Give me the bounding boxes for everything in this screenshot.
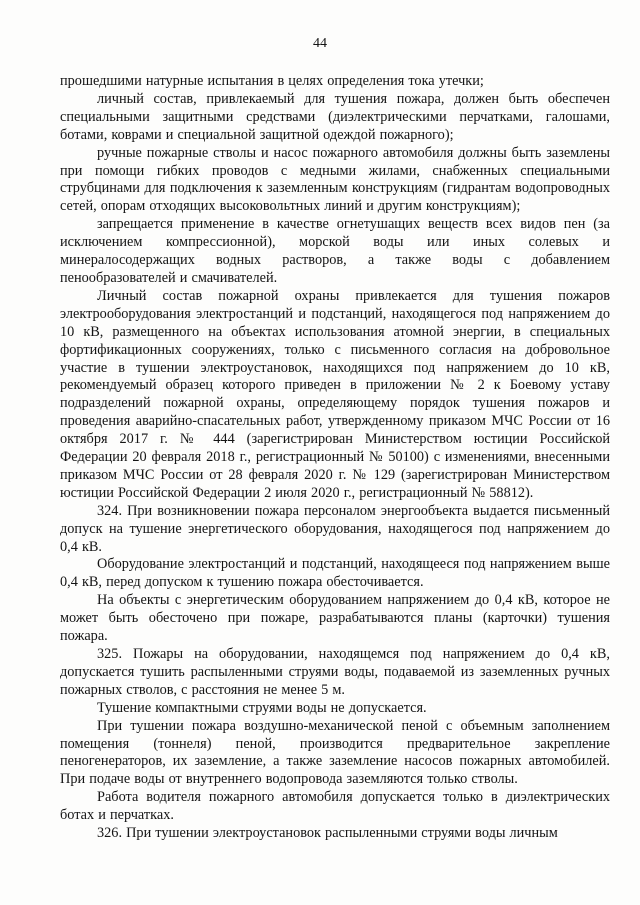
paragraph-leak-current-tests: прошедшими натурные испытания в целях определения тока утечки;: [60, 73, 484, 89]
paragraph-firefighting-plans: На объекты с энергетическим оборудованием напряжением до 0,4 кВ, которое не может быть обесточено при пожаре, разрабатываются планы (карточки) тушения пожара.: [60, 592, 610, 645]
paragraph-326-start: 326. При тушении электроустановок распыленными струями воды личным: [97, 825, 558, 842]
paragraph-compact-jets-prohibited: Тушение компактными струями воды не допускается.: [97, 699, 427, 716]
document-body: [60, 73, 610, 843]
page-number: 44: [313, 36, 327, 51]
paragraph-foam-extinguishing: При тушении пожара воздушно-механической пеной с объемным заполнением помещения (тоннеля) пеной, производится предварительное закрепление пеногенераторов, их заземление, а также заземление насосов пожарных автомобилей. При подаче воды от внутреннего водопровода заземляются только стволы.: [60, 717, 610, 788]
paragraph-grounding-nozzles: ручные пожарные стволы и насос пожарного автомобиля должны быть заземлены при помощи гибких проводов с медными жилами, снабженных специальными струбцинами для подключения к заземленным конструкциям (гидрантам водопроводных сетей, опорам отходящих высоковольтных линий и другим конструкциям);: [60, 144, 610, 215]
paragraph-deenergize: Оборудование электростанций и подстанций, находящееся под напряжением выше 0,4 кВ, перед допуском к тушению пожара обесточивается.: [60, 556, 610, 591]
paragraph-324-written-permit: 324. При возникновении пожара персоналом энергообъекта выдается письменный допуск на тушение энергетического оборудования, находящегося под напряжением до 0,4 кВ.: [60, 502, 610, 555]
paragraph-driver-work: Работа водителя пожарного автомобиля допускается только в диэлектрических ботах и перчатках.: [60, 789, 610, 824]
paragraph-protective-equipment: личный состав, привлекаемый для тушения пожара, должен быть обеспечен специальными защитными средствами (диэлектрическими перчатками, галошами, ботами, коврами и специальной защитной одеждой пожарного);: [60, 90, 610, 143]
paragraph-personnel-consent: Личный состав пожарной охраны привлекается для тушения пожаров электрооборудования электростанций и подстанций, находящегося под напряжением до 10 кВ, размещенного на объектах использования атомной энергии, в специальных фортификационных сооружениях, только с письменного согласия на добровольное участие в тушении электроустановок, находящихся под напряжением до 10 кВ, рекомендуемый образец которого приведен в приложении № 2 к Боевому уставу подразделений пожарной охраны, определяющему порядок тушения пожаров и проведения аварийно-спасательных работ, утвержденному приказом МЧС России от 16 октября 2017 г. № 444 (зарегистрирован Министерством юстиции Российской Федерации 20 февраля 2018 г., регистрационный № 50100) с изменениями, внесенными приказом МЧС России от 28 февраля 2020 г. № 129 (зарегистрирован Министерством юстиции Российской Федерации 2 июля 2020 г., регистрационный № 58812).: [60, 287, 610, 501]
paragraph-prohibited-agents: запрещается применение в качестве огнетушащих веществ всех видов пен (за исключением компрессионной), морской воды или иных солевых и минералосодержащих водных растворов, а также воды с добавлением пенообразователей и смачивателей.: [60, 216, 610, 286]
paragraph-325-sprayed-water: 325. Пожары на оборудовании, находящемся под напряжением до 0,4 кВ, допускается тушить распыленными струями воды, подаваемой из заземленных ручных пожарных стволов, с расстояния не менее 5 м.: [60, 646, 610, 698]
